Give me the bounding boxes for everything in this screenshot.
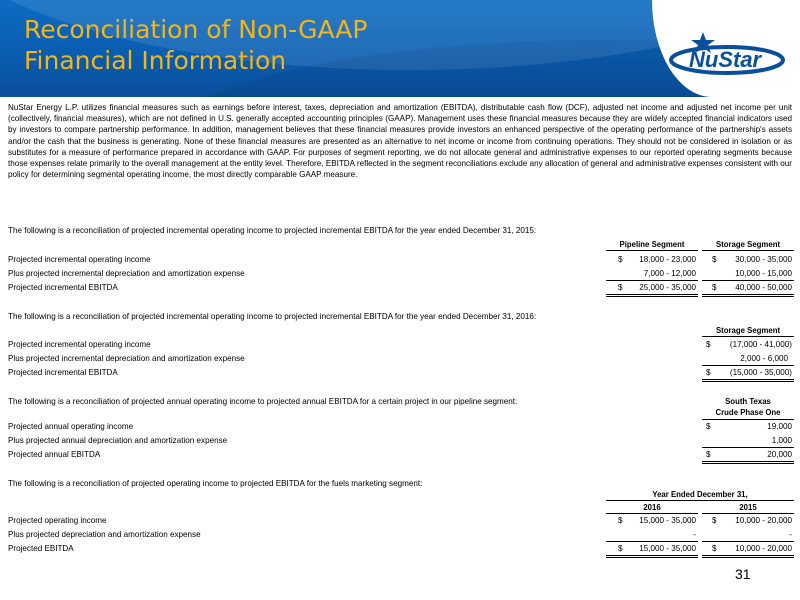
table4-row-1-c1-sym: $ bbox=[618, 516, 623, 525]
table4-row-3-c2: 10,000 - 20,000 bbox=[735, 544, 792, 553]
nustar-logo bbox=[665, 30, 793, 78]
table4-row-1-label: Projected operating income bbox=[8, 516, 107, 525]
table3-row-2-label: Plus projected annual depreciation and amortization expense bbox=[8, 436, 228, 445]
table4-sum-rule-1 bbox=[606, 541, 698, 542]
table1-row-1-label: Projected incremental operating income bbox=[8, 255, 151, 264]
table2-col-rule bbox=[702, 336, 794, 337]
table2-row-1-label: Projected incremental operating income bbox=[8, 340, 151, 349]
table2-row-2-c1: 2,000 - 6,000 bbox=[740, 354, 788, 363]
table4-col-rule-1 bbox=[606, 513, 698, 514]
title-line-1: Reconciliation of Non-GAAP bbox=[24, 15, 368, 44]
table1-col-rule-1 bbox=[606, 250, 698, 251]
table1-row-3-c2-sym: $ bbox=[712, 283, 717, 292]
table2-total-rule bbox=[702, 379, 794, 382]
table4-col-2016: 2016 bbox=[643, 503, 661, 512]
table1-row-1-c1-sym: $ bbox=[618, 255, 623, 264]
table4-row-1-c2: 10,000 - 20,000 bbox=[735, 516, 792, 525]
table3-row-1-c1: 19,000 bbox=[767, 422, 792, 431]
table4-total-rule-1 bbox=[606, 555, 698, 558]
table4-sum-rule-2 bbox=[702, 541, 794, 542]
table4-caption: The following is a reconciliation of projected operating income to projected EBITDA for the fuels marketing segment: bbox=[8, 479, 423, 488]
table2-row-3-c1: (15,000 - 35,000) bbox=[729, 368, 792, 377]
table2-caption: The following is a reconciliation of projected incremental operating income to projected incremental EBITDA for the year ended December 31, 2016: bbox=[8, 312, 537, 321]
table4-col-2015: 2015 bbox=[739, 503, 757, 512]
table4-total-rule-2 bbox=[702, 555, 794, 558]
table4-group-header: Year Ended December 31, bbox=[652, 490, 748, 499]
table1-total-rule-1 bbox=[606, 294, 698, 297]
table4-row-3-c1: 15,000 - 35,000 bbox=[639, 544, 696, 553]
table4-row-1-c2-sym: $ bbox=[712, 516, 717, 525]
table3-row-2-c1: 1,000 bbox=[771, 436, 792, 445]
table1-col-pipeline: Pipeline Segment bbox=[619, 240, 685, 249]
table2-row-1-c1-sym: $ bbox=[706, 340, 711, 349]
table4-row-2-label: Plus projected depreciation and amortization expense bbox=[8, 530, 201, 539]
table2-row-3-c1-sym: $ bbox=[706, 368, 711, 377]
table1-row-3-label: Projected incremental EBITDA bbox=[8, 283, 118, 292]
table4-col-rule-2 bbox=[702, 513, 794, 514]
table4-group-rule bbox=[606, 500, 794, 501]
table1-sum-rule-1 bbox=[606, 280, 698, 281]
table2-col-storage: Storage Segment bbox=[715, 326, 781, 335]
table3-col-rule bbox=[702, 419, 794, 420]
page-number: 31 bbox=[735, 566, 751, 582]
table1-row-3-c1: 25,000 - 35,000 bbox=[639, 283, 696, 292]
table4-row-3-label: Projected EBITDA bbox=[8, 544, 74, 553]
table1-sum-rule-2 bbox=[702, 280, 794, 281]
logo-wordmark: NuStar bbox=[689, 47, 762, 72]
table3-row-1-label: Projected annual operating income bbox=[8, 422, 134, 431]
table2-row-2-label: Plus projected incremental depreciation and amortization expense bbox=[8, 354, 245, 363]
table1-row-1-c1: 18,000 - 23,000 bbox=[639, 255, 696, 264]
title-line-2: Financial Information bbox=[24, 46, 287, 75]
table2-row-3-label: Projected incremental EBITDA bbox=[8, 368, 118, 377]
table4-row-2-c2: - bbox=[789, 530, 792, 539]
table3-row-1-c1-sym: $ bbox=[706, 422, 711, 431]
table2-row-1-c1: (17,000 - 41,000) bbox=[729, 340, 792, 349]
table3-col-line-1: South Texas bbox=[725, 397, 771, 406]
table1-row-2-label: Plus projected incremental depreciation and amortization expense bbox=[8, 269, 245, 278]
table1-caption: The following is a reconciliation of projected incremental operating income to projected incremental EBITDA for the year ended December 31, 2015: bbox=[8, 226, 537, 235]
table4-row-1-c1: 15,000 - 35,000 bbox=[639, 516, 696, 525]
table1-row-1-c2: 30,000 - 35,000 bbox=[735, 255, 792, 264]
table4-row-2-c1: - bbox=[693, 530, 696, 539]
table3-sum-rule bbox=[702, 447, 794, 448]
slide-title bbox=[24, 14, 504, 76]
table3-row-3-c1: 20,000 bbox=[767, 450, 792, 459]
table4-row-3-c1-sym: $ bbox=[618, 544, 623, 553]
table1-row-2-c1: 7,000 - 12,000 bbox=[643, 269, 696, 278]
table3-col-line-2: Crude Phase One bbox=[715, 408, 781, 417]
intro-paragraph: NuStar Energy L.P. utilizes financial measures such as earnings before interest, taxes, depreciation and amortization (EBITDA), distributable cash flow (DCF), adjusted net income and adjusted net income per unit (collectively, financial measures), which are not defined in U.S. generally accepted accounting principles (GAAP). Management uses these financial measures because they are widely accepted financial indicators used by investors to compare partnership performance. In addition, management believes that these financial measures provide investors an enhanced perspective of the operating performance of the partnership's assets and/or the cash that the business is generating. None of these financial measures are presented as an alternative to net income or income from continuing operations. They should not be considered in isolation or as substitutes for a measure of performance prepared in accordance with GAAP. For purposes of segment reporting, we do not allocate general and administrative expenses to our reported operating segments because those expenses relate primarily to the overall management at the entity level. Therefore, EBITDA reflected in the segment reconciliations exclude any allocation of general and administrative expenses consistent with our policy for determining segmental operating income, the most directly comparable GAAP measure. bbox=[8, 103, 792, 180]
table1-total-rule-2 bbox=[702, 294, 794, 297]
table3-total-rule bbox=[702, 461, 794, 464]
table2-sum-rule bbox=[702, 365, 794, 366]
table3-row-3-label: Projected annual EBITDA bbox=[8, 450, 101, 459]
table3-caption: The following is a reconciliation of projected annual operating income to projected annual EBITDA for a certain project in our pipeline segment: bbox=[8, 397, 518, 406]
table1-row-3-c1-sym: $ bbox=[618, 283, 623, 292]
table4-row-3-c2-sym: $ bbox=[712, 544, 717, 553]
table3-row-3-c1-sym: $ bbox=[706, 450, 711, 459]
table1-col-rule-2 bbox=[702, 250, 794, 251]
table1-row-1-c2-sym: $ bbox=[712, 255, 717, 264]
table1-row-3-c2: 40,000 - 50,000 bbox=[735, 283, 792, 292]
table1-col-storage: Storage Segment bbox=[715, 240, 781, 249]
table1-row-2-c2: 10,000 - 15,000 bbox=[735, 269, 792, 278]
